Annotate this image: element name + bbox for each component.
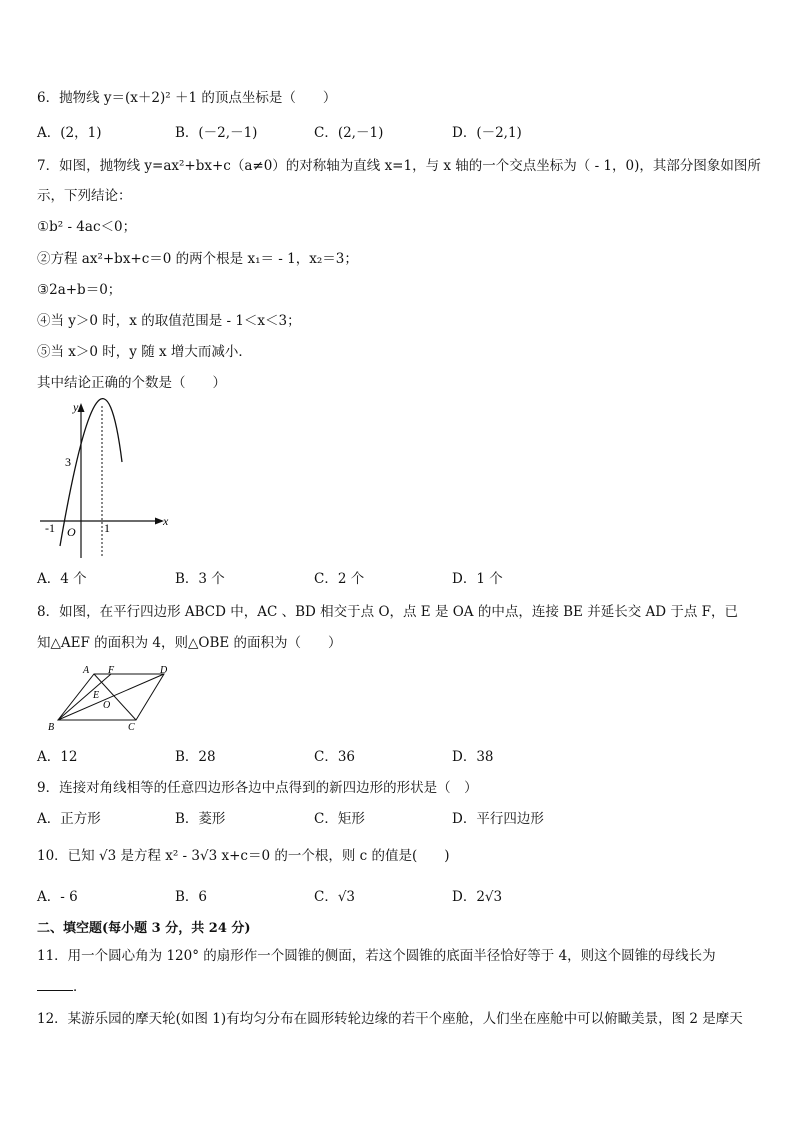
q9-option-c: C．矩形 xyxy=(314,811,365,827)
label-o: O xyxy=(103,700,111,711)
q9-option-a: A．正方形 xyxy=(37,811,101,827)
q7-option-c: C．2 个 xyxy=(314,571,365,587)
line-bf xyxy=(58,674,111,720)
q11-tail: ． xyxy=(73,979,87,995)
y-axis-arrow xyxy=(78,403,85,412)
q7-stem-line2: 示，下列结论： xyxy=(37,188,132,204)
q7-option-d: D．1 个 xyxy=(452,571,503,587)
label-origin: O xyxy=(67,525,76,539)
q7-option-a: A．4 个 xyxy=(37,571,87,587)
q7-conclusion-1: ①b² - 4ac＜0； xyxy=(37,219,137,235)
q11-stem: 11．用一个圆心角为 120° 的扇形作一个圆锥的侧面，若这个圆锥的底面半径恰好等于 4，则这个圆锥的母线长为 xyxy=(37,948,716,964)
label-f: F xyxy=(108,665,115,676)
q6-stem: 6．抛物线 y＝(x＋2)² ＋1 的顶点坐标是（ ） xyxy=(37,90,337,106)
q6-option-a: A．(2，1) xyxy=(37,125,102,141)
diagonal-ac xyxy=(94,674,136,720)
q6-option-c: C．(2,－1) xyxy=(314,125,384,141)
q10-option-c: C．√3 xyxy=(314,889,356,905)
section-heading: 二、填空题(每小题 3 分，共 24 分) xyxy=(37,921,251,936)
q7-stem-line1: 7．如图，抛物线 y=ax²+bx+c（a≠0）的对称轴为直线 x=1，与 x 轴的一个交点坐标为（ - 1，0)，其部分图象如图所 xyxy=(37,158,761,174)
q8-stem-line1: 8．如图，在平行四边形 ABCD 中，AC 、BD 相交于点 O，点 E 是 OA 的中点，连接 BE 并延长交 AD 于点 F，已 xyxy=(37,604,739,620)
label-e: E xyxy=(93,690,100,701)
q10-option-b: B．6 xyxy=(175,889,208,905)
q7-conclusion-2: ②方程 ax²+bx+c＝0 的两个根是 x₁＝ - 1，x₂＝3； xyxy=(37,251,358,267)
q12-stem: 12．某游乐园的摩天轮(如图 1)有均匀分布在圆形转轮边缘的若干个座舱，人们坐在座舱中可以俯瞰美景，图 2 是摩天 xyxy=(37,1011,743,1027)
q10-option-a: A．- 6 xyxy=(37,889,78,905)
label-b: B xyxy=(48,722,55,733)
q8-option-d: D．38 xyxy=(452,749,494,765)
q11-answer-line xyxy=(37,978,87,996)
q7-option-b: B．3 个 xyxy=(175,571,225,587)
label-three: 3 xyxy=(65,455,71,469)
label-x: x xyxy=(163,514,169,528)
label-d: D xyxy=(160,665,168,676)
q7-conclusion-5: ⑤当 x＞0 时，y 随 x 增大而减小． xyxy=(37,344,252,360)
label-neg1: -1 xyxy=(45,521,55,535)
q8-option-c: C．36 xyxy=(314,749,356,765)
q8-option-b: B．28 xyxy=(175,749,216,765)
diagonal-bd xyxy=(58,674,164,720)
q6-option-b: B．(－2,－1) xyxy=(175,125,258,141)
label-y: y xyxy=(73,400,79,414)
parabola-curve xyxy=(60,399,122,546)
q7-parabola-figure xyxy=(36,398,176,562)
q9-option-d: D．平行四边形 xyxy=(452,811,544,827)
label-one: 1 xyxy=(104,521,110,535)
q9-stem: 9．连接对角线相等的任意四边形各边中点得到的新四边形的形状是（ ） xyxy=(37,780,478,796)
q6-option-d: D．(－2,1) xyxy=(452,125,522,141)
q9-option-b: B．菱形 xyxy=(175,811,226,827)
label-c: C xyxy=(128,722,135,733)
q8-parallelogram-figure xyxy=(44,662,174,734)
q11-answer-blank[interactable] xyxy=(37,978,73,991)
q7-ask: 其中结论正确的个数是（ ） xyxy=(37,375,226,391)
q7-conclusion-3: ③2a+b＝0； xyxy=(37,282,122,298)
label-a: A xyxy=(83,665,90,676)
q8-option-a: A．12 xyxy=(37,749,78,765)
q8-stem-line2: 知△AEF 的面积为 4，则△OBE 的面积为（ ） xyxy=(37,635,342,651)
q10-option-d: D．2√3 xyxy=(452,889,503,905)
q10-stem: 10．已知 √3 是方程 x² - 3√3 x+c＝0 的一个根，则 c 的值是( ) xyxy=(37,848,450,864)
q7-conclusion-4: ④当 y＞0 时，x 的取值范围是 - 1＜x＜3； xyxy=(37,313,301,329)
